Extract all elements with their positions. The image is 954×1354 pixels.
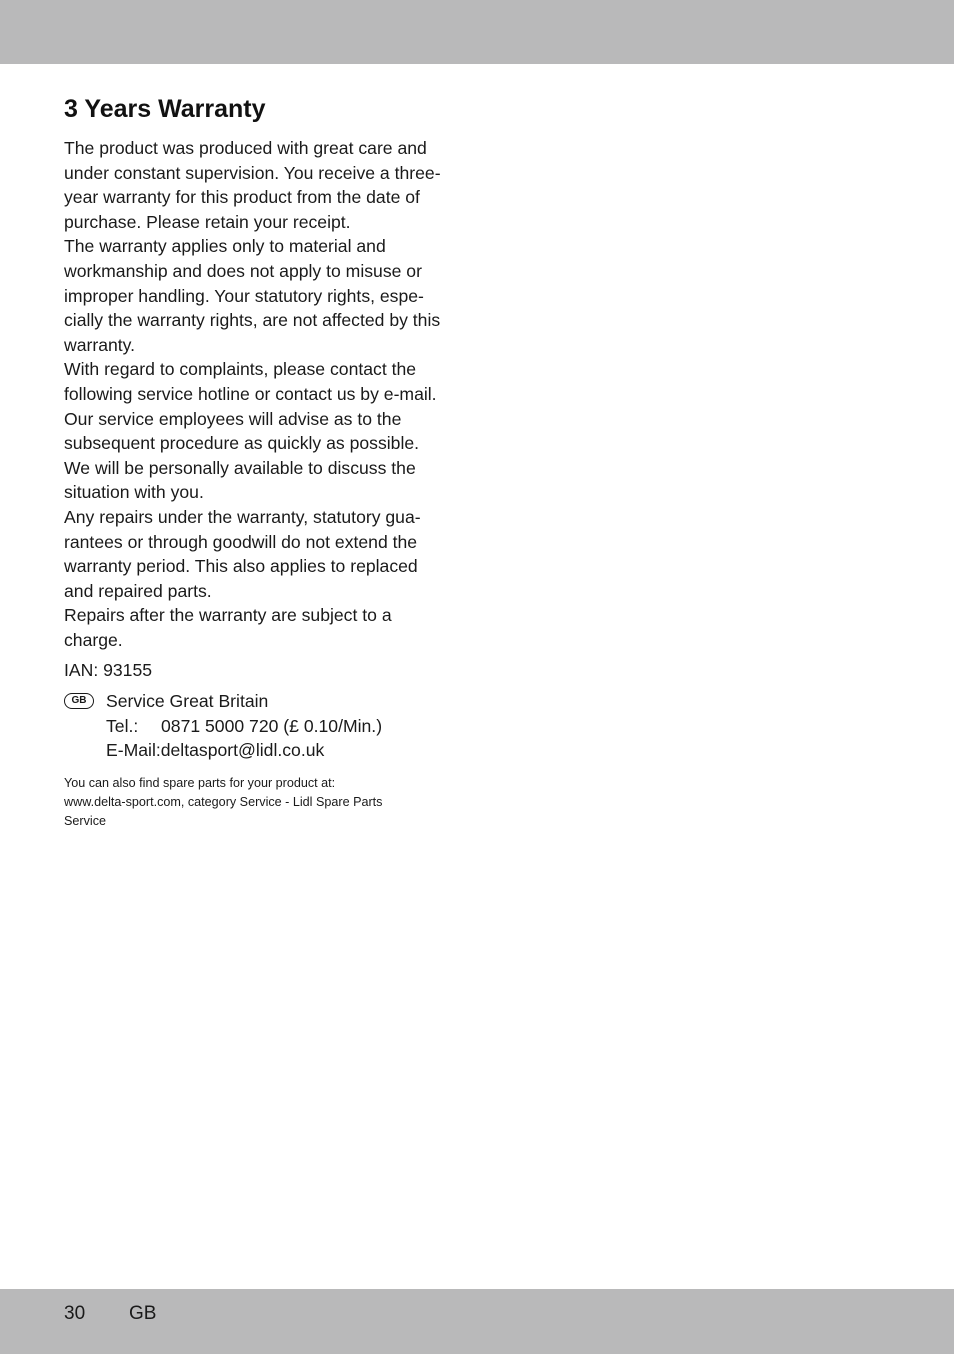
text-line: The product was produced with great care and <box>64 138 427 158</box>
warranty-section <box>64 92 459 831</box>
text-line: With regard to complaints, please contact the <box>64 359 417 380</box>
service-phone <box>106 714 459 739</box>
text-line: improper handling. Your statutory rights, espe- <box>64 285 424 306</box>
service-block <box>64 689 459 763</box>
text-line: The warranty applies only to material and <box>64 236 386 257</box>
ian-number: IAN: 93155 <box>64 660 153 681</box>
service-title: Service Great Britain <box>106 691 269 712</box>
text-line: rantees or through goodwill do not extend the <box>64 531 418 552</box>
spare-parts-line: www.delta-sport.com, category Service - Lidl Spare Parts <box>64 794 383 809</box>
page-title: 3 Years Warranty <box>64 95 266 123</box>
text-line: situation with you. <box>64 482 204 503</box>
gb-country-icon: GB <box>64 693 94 709</box>
page-number: 30 <box>64 1303 86 1324</box>
text-line: Any repairs under the warranty, statutory gua- <box>64 506 421 527</box>
text-line: and repaired parts. <box>64 580 212 601</box>
text-line: Our service employees will advise as to the <box>64 408 402 429</box>
text-line: warranty. <box>64 334 136 355</box>
service-details <box>64 689 459 763</box>
text-line: charge. <box>64 629 123 650</box>
spare-parts-line: You can also find spare parts for your product at: <box>64 775 336 790</box>
phone-label: Tel.: <box>106 715 139 736</box>
text-line: cially the warranty rights, are not affected by this <box>64 310 441 331</box>
text-line: Repairs after the warranty are subject to a <box>64 605 392 626</box>
warranty-text <box>64 136 459 652</box>
text-line: year warranty for this product from the date of <box>64 187 420 208</box>
spare-parts-line: Service <box>64 813 106 828</box>
text-line: workmanship and does not apply to misuse or <box>64 260 422 281</box>
text-line: warranty period. This also applies to replaced <box>64 556 418 577</box>
spare-parts-note <box>64 774 459 831</box>
text-line: under constant supervision. You receive a three- <box>64 162 441 183</box>
header-band <box>0 0 954 64</box>
text-line: purchase. Please retain your receipt. <box>64 211 351 232</box>
text-line: subsequent procedure as quickly as possible. <box>64 433 420 454</box>
text-line: following service hotline or contact us by e-mail. <box>64 383 437 404</box>
phone-number: 0871 5000 720 (£ 0.10/Min.) <box>161 715 383 736</box>
page-language: GB <box>129 1303 157 1324</box>
text-line: We will be personally available to discuss the <box>64 457 416 478</box>
service-email: E-Mail:deltasport@lidl.co.uk <box>106 740 325 761</box>
